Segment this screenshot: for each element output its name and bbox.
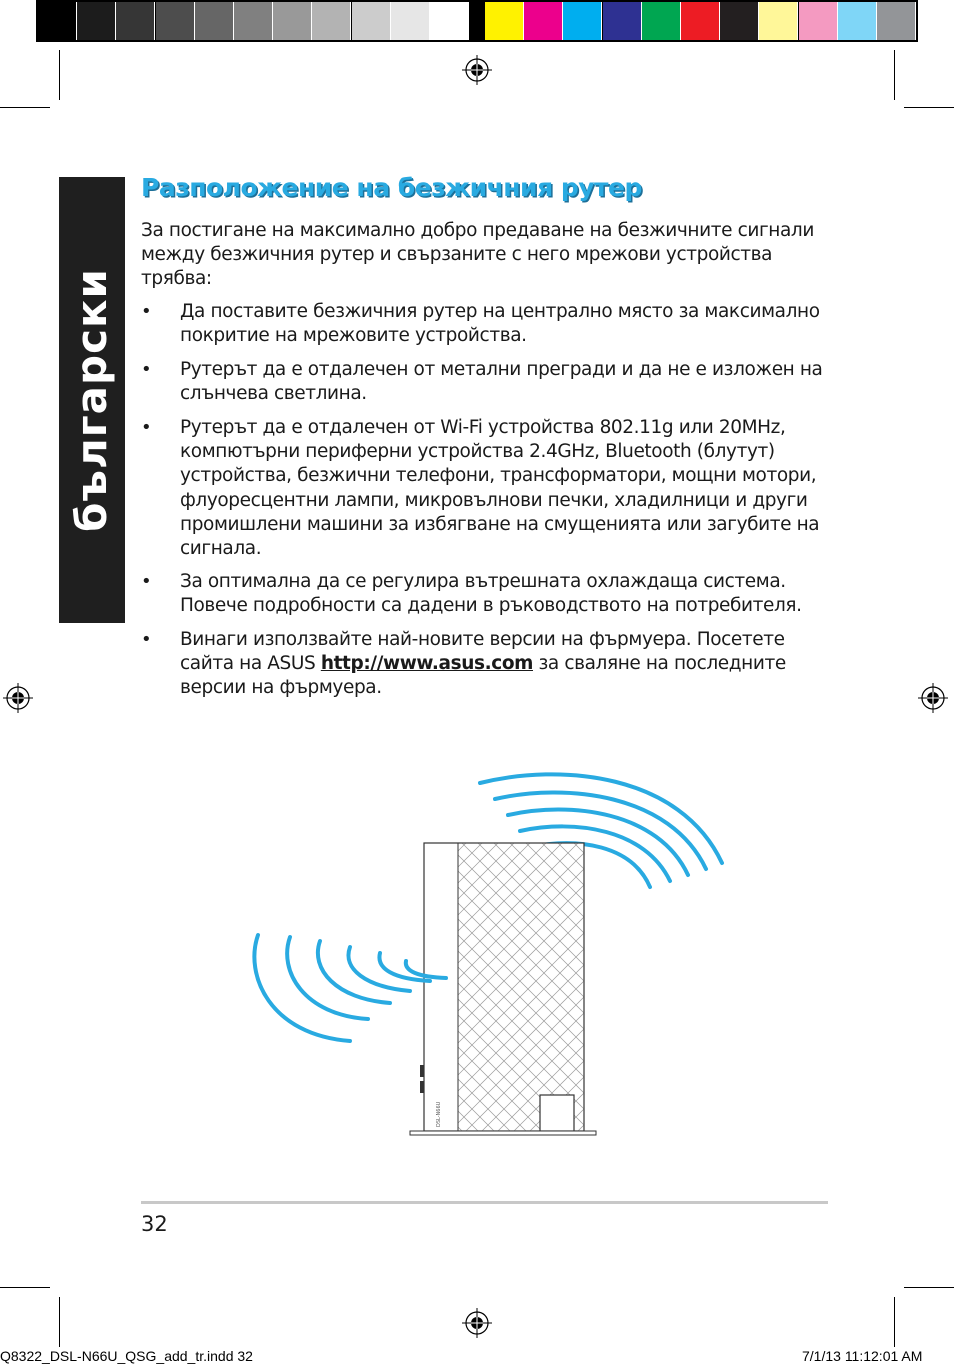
registration-mark-icon bbox=[3, 683, 33, 713]
color-swatch bbox=[720, 2, 759, 40]
color-swatch bbox=[642, 2, 681, 40]
color-swatch bbox=[603, 2, 642, 40]
list-item-text: Рутерът да е отдалечен от метални прегради и да не е изложен на слънчева светлина. bbox=[180, 359, 823, 405]
file-slug: Q8322_DSL-N66U_QSG_add_tr.indd 32 bbox=[0, 1348, 253, 1364]
bullet-icon: • bbox=[141, 359, 152, 380]
color-swatch bbox=[485, 2, 524, 40]
bullet-icon: • bbox=[141, 417, 152, 438]
crop-mark bbox=[894, 50, 895, 100]
crop-mark bbox=[904, 1287, 954, 1288]
gray-swatch bbox=[116, 2, 155, 40]
intro-paragraph: За постигане на максимално добро предаване на безжичните сигнали между безжичния рутер и свързаните с него мрежови устройства трябва: bbox=[141, 220, 814, 290]
color-swatch bbox=[799, 2, 838, 40]
gray-swatch bbox=[156, 2, 195, 40]
registration-mark-icon bbox=[918, 683, 948, 713]
section-heading: Разположение на безжичния рутер bbox=[141, 173, 642, 202]
gray-swatch bbox=[430, 2, 469, 40]
gray-swatch bbox=[352, 2, 391, 40]
router-placement-illustration bbox=[240, 765, 740, 1145]
list-item-text-start: Винаги използвайте най-новите версии на фърмуера. Посетете сайта на ASUS bbox=[180, 629, 785, 675]
registration-mark-icon bbox=[462, 55, 492, 85]
color-swatch bbox=[681, 2, 720, 40]
list-item-text: Рутерът да е отдалечен от Wi-Fi устройства 802.11g или 20MHz, компютърни периферни устройства 2.4GHz, Bluetooth (блутут) устройства, безжични телефони, трансформатори, мощни мотори, флуоресцентни лампи, микровълнови печки, хладилници и други промишлени машини за избягване на смущенията или загубите на сигнала. bbox=[180, 417, 820, 560]
page-number: 32 bbox=[141, 1212, 168, 1236]
crop-mark bbox=[59, 50, 60, 100]
color-swatch bbox=[759, 2, 798, 40]
color-swatch bbox=[838, 2, 877, 40]
color-swatch bbox=[563, 2, 602, 40]
asus-website-link[interactable]: http://www.asus.com bbox=[320, 653, 533, 675]
crop-mark bbox=[894, 1297, 895, 1347]
list-item-text-end: за сваляне на последните версии на фърмуера. bbox=[180, 653, 786, 699]
gray-swatch bbox=[77, 2, 116, 40]
bullet-icon: • bbox=[141, 571, 152, 592]
color-swatch bbox=[524, 2, 563, 40]
gray-swatch bbox=[273, 2, 312, 40]
list-item-text bbox=[180, 628, 840, 701]
gray-swatch bbox=[234, 2, 273, 40]
signal-waves-left-icon bbox=[254, 935, 446, 1041]
device-label: DSL-N66U bbox=[436, 1101, 442, 1127]
router-icon bbox=[410, 843, 596, 1135]
registration-mark-icon bbox=[462, 1308, 492, 1338]
list-item-text: За оптимална да се регулира вътрешната охлаждаща система. Повече подробности са дадени в ръководството на потребителя. bbox=[180, 571, 802, 617]
date-slug: 7/1/13 11:12:01 AM bbox=[802, 1348, 923, 1364]
bullet-icon: • bbox=[141, 629, 152, 650]
list-item-text: Да поставите безжичния рутер на централно място за максимално покритие на мрежовите устройства. bbox=[180, 301, 820, 347]
gray-swatch bbox=[391, 2, 430, 40]
language-label: български bbox=[67, 268, 116, 532]
color-swatch bbox=[877, 2, 916, 40]
crop-mark bbox=[0, 1287, 50, 1288]
footer-divider bbox=[141, 1201, 828, 1204]
gray-swatch bbox=[38, 2, 77, 40]
crop-mark bbox=[0, 107, 50, 108]
crop-mark bbox=[59, 1297, 60, 1347]
bullet-icon: • bbox=[141, 301, 152, 322]
gray-swatch bbox=[195, 2, 234, 40]
language-side-tab bbox=[59, 177, 125, 623]
gray-swatch bbox=[312, 2, 351, 40]
crop-mark bbox=[904, 107, 954, 108]
